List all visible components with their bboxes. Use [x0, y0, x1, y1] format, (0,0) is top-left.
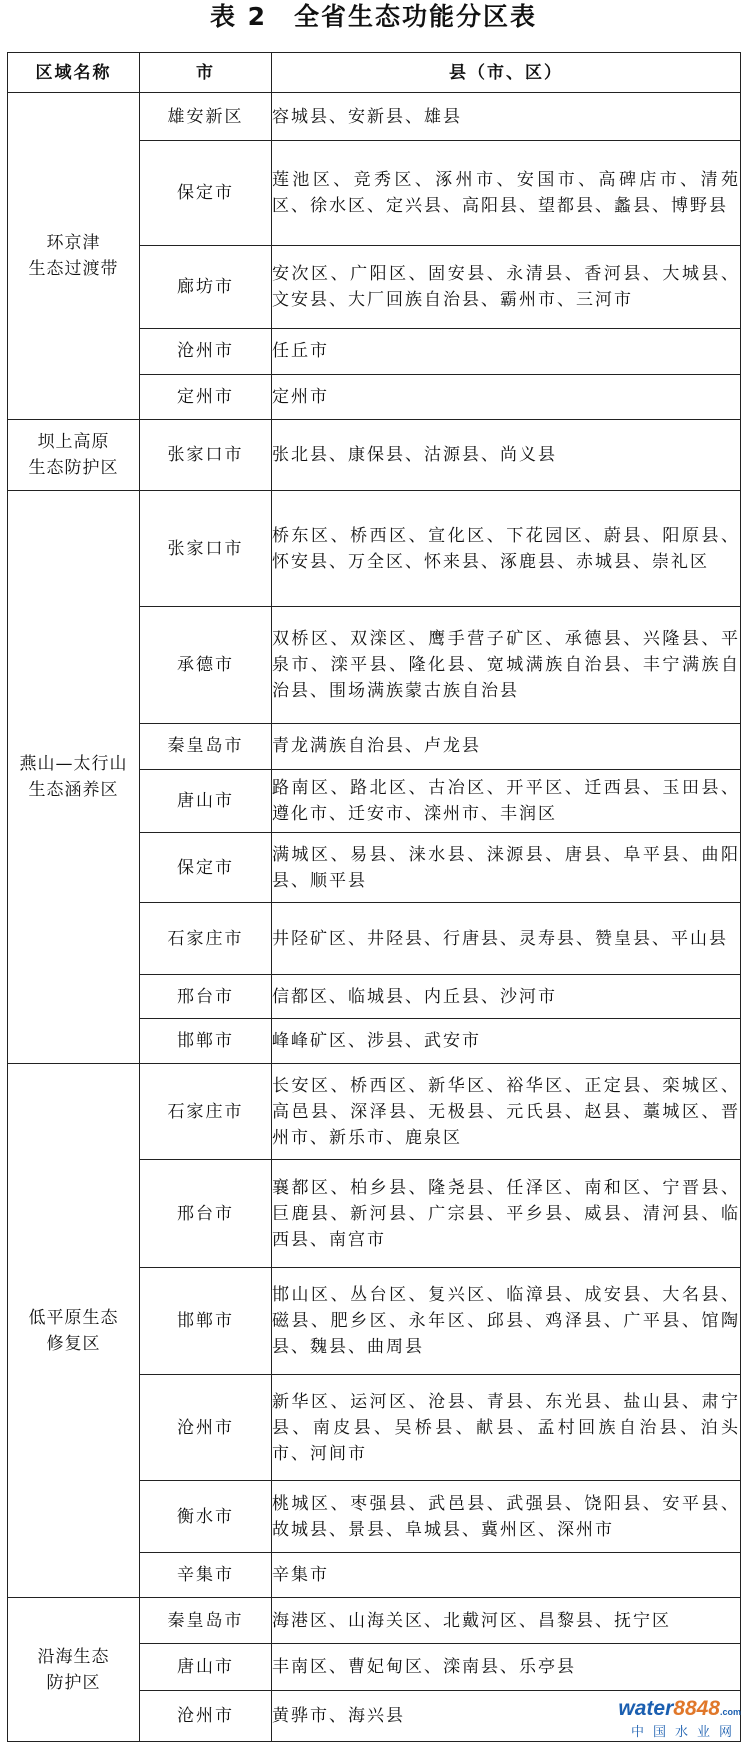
- city-cell: 保定市: [140, 141, 272, 245]
- table-title: 表 2 全省生态功能分区表: [209, 2, 538, 31]
- counties-cell: 辛集市: [272, 1553, 741, 1598]
- counties-cell: 青龙满族自治县、卢龙县: [272, 723, 741, 769]
- counties-cell: 黄骅市、海兴县: [272, 1691, 741, 1742]
- counties-cell: 定州市: [272, 374, 741, 419]
- watermark-brand: water: [618, 1697, 674, 1720]
- table-row: [8, 93, 741, 141]
- table-row: [8, 1063, 741, 1160]
- city-cell: 辛集市: [140, 1553, 272, 1598]
- counties-cell: 襄都区、柏乡县、隆尧县、任泽区、南和区、宁晋县、巨鹿县、新河县、广宗县、平乡县、威县、清河县、临西县、南宫市: [272, 1160, 741, 1268]
- counties-cell: 丰南区、曹妃甸区、滦南县、乐亭县: [272, 1644, 741, 1691]
- header-row: [8, 53, 741, 93]
- counties-cell: 满城区、易县、涞水县、涞源县、唐县、阜平县、曲阳县、顺平县: [272, 832, 741, 903]
- city-cell: 邢台市: [140, 975, 272, 1019]
- counties-cell: 桥东区、桥西区、宣化区、下花园区、蔚县、阳原县、怀安县、万全区、怀来县、涿鹿县、赤城县、崇礼区: [272, 491, 741, 607]
- city-cell: 承德市: [140, 607, 272, 724]
- city-cell: 邯郸市: [140, 1018, 272, 1063]
- counties-cell: 任丘市: [272, 328, 741, 374]
- watermark-logo: [611, 1698, 741, 1742]
- city-cell: 沧州市: [140, 1691, 272, 1742]
- header-counties: 县（市、区）: [272, 53, 741, 93]
- counties-cell: 信都区、临城县、内丘县、沙河市: [272, 975, 741, 1019]
- region-name-cell: 环京津 生态过渡带: [8, 93, 140, 420]
- counties-cell: 张北县、康保县、沽源县、尚义县: [272, 419, 741, 491]
- city-cell: 石家庄市: [140, 903, 272, 975]
- city-cell: 张家口市: [140, 419, 272, 491]
- city-cell: 唐山市: [140, 1644, 272, 1691]
- counties-cell: 莲池区、竞秀区、涿州市、安国市、高碑店市、清苑区、徐水区、定兴县、高阳县、望都县、蠡县、博野县: [272, 141, 741, 245]
- city-cell: 保定市: [140, 832, 272, 903]
- city-cell: 秦皇岛市: [140, 723, 272, 769]
- city-cell: 唐山市: [140, 769, 272, 832]
- header-region: 区域名称: [8, 53, 140, 93]
- watermark-domain: .com: [719, 1707, 741, 1717]
- counties-cell: 峰峰矿区、涉县、武安市: [272, 1018, 741, 1063]
- counties-cell: 桃城区、枣强县、武邑县、武强县、饶阳县、安平县、故城县、景县、阜城县、冀州区、深州市: [272, 1481, 741, 1553]
- counties-cell: 新华区、运河区、沧县、青县、东光县、盐山县、肃宁县、南皮县、吴桥县、献县、孟村回族自治县、泊头市、河间市: [272, 1374, 741, 1481]
- city-cell: 沧州市: [140, 328, 272, 374]
- table-row: [8, 419, 741, 491]
- counties-cell: 海港区、山海关区、北戴河区、昌黎县、抚宁区: [272, 1598, 741, 1644]
- city-cell: 定州市: [140, 374, 272, 419]
- region-name-cell: 燕山—太行山 生态涵养区: [8, 491, 140, 1063]
- city-cell: 秦皇岛市: [140, 1598, 272, 1644]
- counties-cell: 安次区、广阳区、固安县、永清县、香河县、大城县、文安县、大厂回族自治县、霸州市、三河市: [272, 245, 741, 328]
- city-cell: 雄安新区: [140, 93, 272, 141]
- region-name-cell: 低平原生态 修复区: [8, 1063, 140, 1597]
- counties-cell: 邯山区、丛台区、复兴区、临漳县、成安县、大名县、磁县、肥乡区、永年区、邱县、鸡泽县、广平县、馆陶县、魏县、曲周县: [272, 1268, 741, 1375]
- counties-cell: 长安区、桥西区、新华区、裕华区、正定县、栾城区、高邑县、深泽县、无极县、元氏县、赵县、藁城区、晋州市、新乐市、鹿泉区: [272, 1063, 741, 1160]
- region-name-cell: 沿海生态 防护区: [8, 1598, 140, 1742]
- city-cell: 邢台市: [140, 1160, 272, 1268]
- header-city: 市: [140, 53, 272, 93]
- watermark-number: 8848: [673, 1697, 720, 1720]
- counties-cell: 路南区、路北区、古冶区、开平区、迁西县、玉田县、遵化市、迁安市、滦州市、丰润区: [272, 769, 741, 832]
- table-row: [8, 491, 741, 607]
- ecological-zoning-table: [7, 52, 741, 1742]
- city-cell: 衡水市: [140, 1481, 272, 1553]
- counties-cell: 井陉矿区、井陉县、行唐县、灵寿县、赞皇县、平山县: [272, 903, 741, 975]
- city-cell: 邯郸市: [140, 1268, 272, 1375]
- watermark-subtitle: 中国水业网: [630, 1724, 741, 1739]
- counties-cell: 容城县、安新县、雄县: [272, 93, 741, 141]
- table-row: [8, 1598, 741, 1644]
- city-cell: 沧州市: [140, 1374, 272, 1481]
- city-cell: 石家庄市: [140, 1063, 272, 1160]
- counties-cell: 双桥区、双滦区、鹰手营子矿区、承德县、兴隆县、平泉市、滦平县、隆化县、宽城满族自治县、丰宁满族自治县、围场满族蒙古族自治县: [272, 607, 741, 724]
- region-name-cell: 坝上高原 生态防护区: [8, 419, 140, 491]
- city-cell: 廊坊市: [140, 245, 272, 328]
- city-cell: 张家口市: [140, 491, 272, 607]
